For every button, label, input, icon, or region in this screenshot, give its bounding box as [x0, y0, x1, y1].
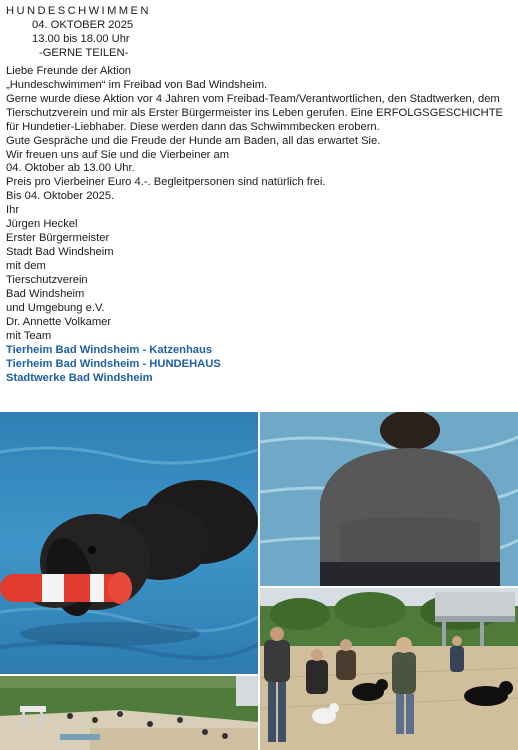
signature-role: Erster Bürgermeister	[6, 232, 110, 245]
group-icon	[260, 588, 518, 750]
body-line: Wir freuen uns auf Sie und die Vierbeiner am	[6, 148, 230, 161]
body-line: Gute Gespräche und die Freude der Hunde am Baden, all das erwartet Sie.	[6, 134, 381, 147]
signature-org: Stadt Bad Windsheim	[6, 246, 114, 259]
body-line: Tierschutzverein	[6, 274, 88, 287]
signature-name: Jürgen Heckel	[6, 218, 78, 231]
body-line: Liebe Freunde der Aktion	[6, 64, 132, 77]
body-line: mit Team	[6, 329, 52, 342]
link-katzenhaus[interactable]: Tierheim Bad Windsheim - Katzenhaus	[6, 343, 213, 356]
body-line: Ihr	[6, 204, 20, 217]
photo-grid	[0, 412, 518, 750]
dog-icon	[0, 412, 258, 674]
link-stadtwerke[interactable]: Stadtwerke Bad Windsheim	[6, 371, 153, 384]
person-icon	[260, 412, 518, 586]
body-line: und Umgebung e.V.	[6, 302, 105, 315]
pool-icon	[0, 676, 258, 750]
share-note: -GERNE TEILEN-	[39, 46, 129, 59]
event-date: 04. OKTOBER 2025	[32, 18, 134, 31]
body-line: 04. Oktober ab 13.00 Uhr.	[6, 162, 135, 175]
event-time: 13.00 bis 18.00 Uhr	[32, 32, 130, 45]
body-line: Preis pro Vierbeiner Euro 4.-. Begleitpersonen sind natürlich frei.	[6, 176, 326, 189]
photo-dog-swimming[interactable]	[0, 412, 258, 674]
photo-people-with-dogs[interactable]	[260, 588, 518, 750]
post-title: HUNDESCHWIMMEN	[6, 5, 151, 17]
body-line: „Hundeschwimmen“ im Freibad von Bad Windsheim.	[6, 78, 268, 91]
body-line: mit dem	[6, 260, 46, 273]
photo-pool-area[interactable]	[0, 676, 258, 750]
body-line: Bis 04. Oktober 2025.	[6, 190, 115, 203]
body-line: Dr. Annette Volkamer	[6, 315, 112, 328]
photo-person-at-pool[interactable]	[260, 412, 518, 586]
body-line: Bad Windsheim	[6, 288, 85, 301]
link-hundehaus[interactable]: Tierheim Bad Windsheim - HUNDEHAUS	[6, 357, 221, 370]
body-paragraph: Gerne wurde diese Aktion vor 4 Jahren vom Freibad-Team/Verantwortlichen, den Stadtwerken, dem Tierschutzverein und mir als Erster Bürgermeister ins Leben gerufen. Eine ERFOLGSGESCHICHTE für Hundetier-Liebhaber. Diese werden dann das Schwimmbecken erobern.	[6, 92, 503, 133]
